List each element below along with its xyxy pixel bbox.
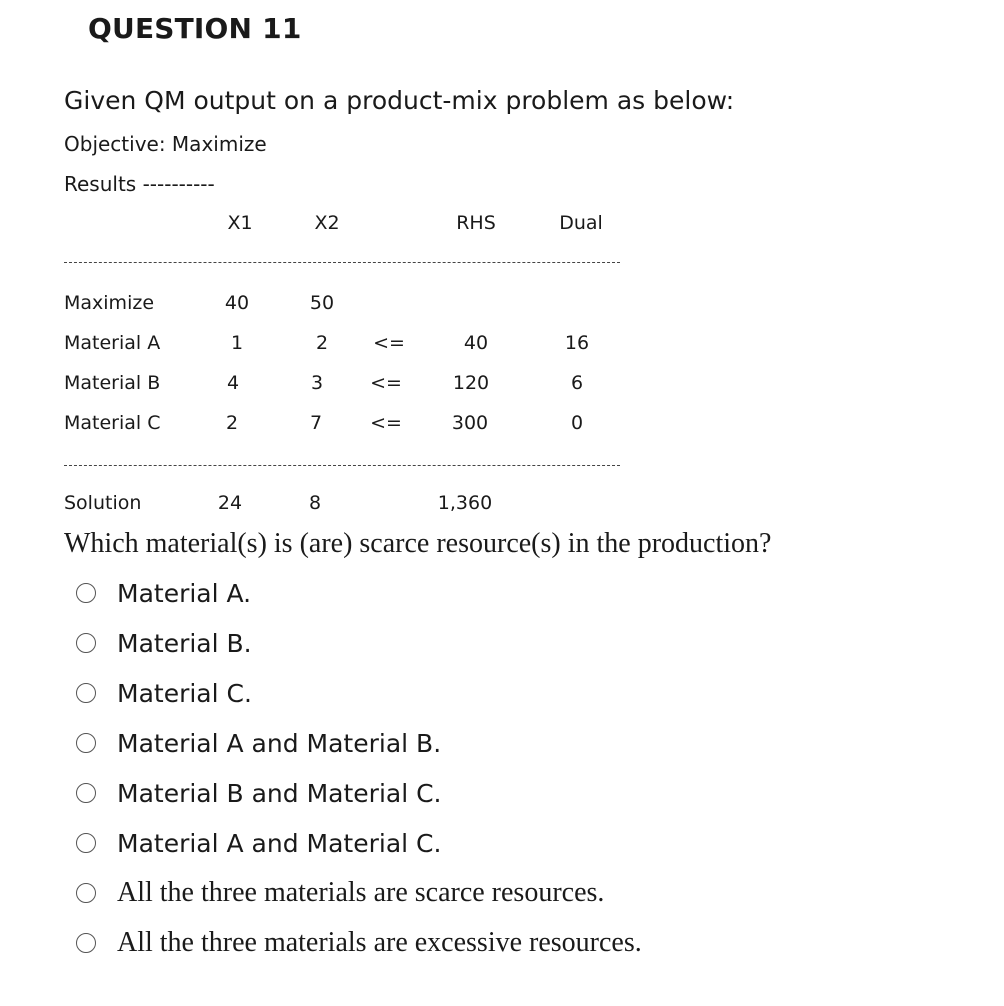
- option-label: Material B and Material C.: [117, 778, 442, 808]
- radio-button[interactable]: [76, 583, 96, 603]
- row-label-material-b: Material B: [64, 372, 161, 394]
- cell-operator: <=: [370, 412, 402, 434]
- radio-button[interactable]: [76, 683, 96, 703]
- cell-x1: 1: [230, 332, 244, 354]
- cell-operator: <=: [373, 332, 405, 354]
- row-label-maximize: Maximize: [64, 292, 155, 314]
- cell-x2: 3: [310, 372, 324, 394]
- radio-button[interactable]: [76, 633, 96, 653]
- header-dual: Dual: [559, 212, 603, 234]
- cell-dual: 16: [564, 332, 590, 354]
- cell-rhs: 40: [463, 332, 489, 354]
- row-label-material-a: Material A: [64, 332, 161, 354]
- results-line: Results ----------: [64, 172, 215, 196]
- question-text: Which material(s) is (are) scarce resource(s) in the production?: [64, 528, 772, 559]
- option-material-a[interactable]: [76, 578, 251, 608]
- cell-dual: 0: [570, 412, 584, 434]
- radio-button[interactable]: [76, 733, 96, 753]
- option-all-excessive[interactable]: [76, 928, 642, 958]
- option-label: All the three materials are scarce resources.: [117, 877, 605, 908]
- option-label: Material A.: [117, 578, 252, 608]
- cell-dual: 6: [570, 372, 584, 394]
- option-material-c[interactable]: [76, 678, 252, 708]
- header-rhs: RHS: [456, 212, 496, 234]
- solution-rhs: 1,360: [437, 492, 493, 514]
- option-label: Material A and Material C.: [117, 828, 442, 858]
- problem-intro: Given QM output on a product-mix problem as below:: [64, 86, 735, 115]
- cell-rhs: 120: [452, 372, 490, 394]
- cell-x2: 2: [315, 332, 329, 354]
- table-divider-top: [64, 262, 620, 263]
- cell-x1: 2: [225, 412, 239, 434]
- option-material-a-and-c[interactable]: [76, 828, 441, 858]
- table-divider-bottom: [64, 465, 620, 466]
- question-title: QUESTION 11: [88, 12, 302, 45]
- cell-x1: 4: [226, 372, 240, 394]
- option-material-b[interactable]: [76, 628, 252, 658]
- objective-line: Objective: Maximize: [64, 132, 267, 156]
- option-label: Material A and Material B.: [117, 728, 442, 758]
- header-x2: X2: [314, 212, 340, 234]
- cell-operator: <=: [370, 372, 402, 394]
- option-label: Material C.: [117, 678, 252, 708]
- option-all-scarce[interactable]: [76, 878, 604, 908]
- option-label: Material B.: [117, 628, 252, 658]
- header-x1: X1: [227, 212, 253, 234]
- option-label: All the three materials are excessive resources.: [117, 927, 642, 958]
- option-material-a-and-b[interactable]: [76, 728, 441, 758]
- radio-button[interactable]: [76, 933, 96, 953]
- cell-rhs: 300: [451, 412, 489, 434]
- radio-button[interactable]: [76, 833, 96, 853]
- radio-button[interactable]: [76, 783, 96, 803]
- cell-x2: 50: [309, 292, 335, 314]
- solution-label: Solution: [64, 492, 142, 514]
- option-material-b-and-c[interactable]: [76, 778, 442, 808]
- cell-x2: 7: [309, 412, 323, 434]
- radio-button[interactable]: [76, 883, 96, 903]
- row-label-material-c: Material C: [64, 412, 161, 434]
- cell-x1: 40: [224, 292, 250, 314]
- solution-x2: 8: [308, 492, 322, 514]
- solution-x1: 24: [217, 492, 243, 514]
